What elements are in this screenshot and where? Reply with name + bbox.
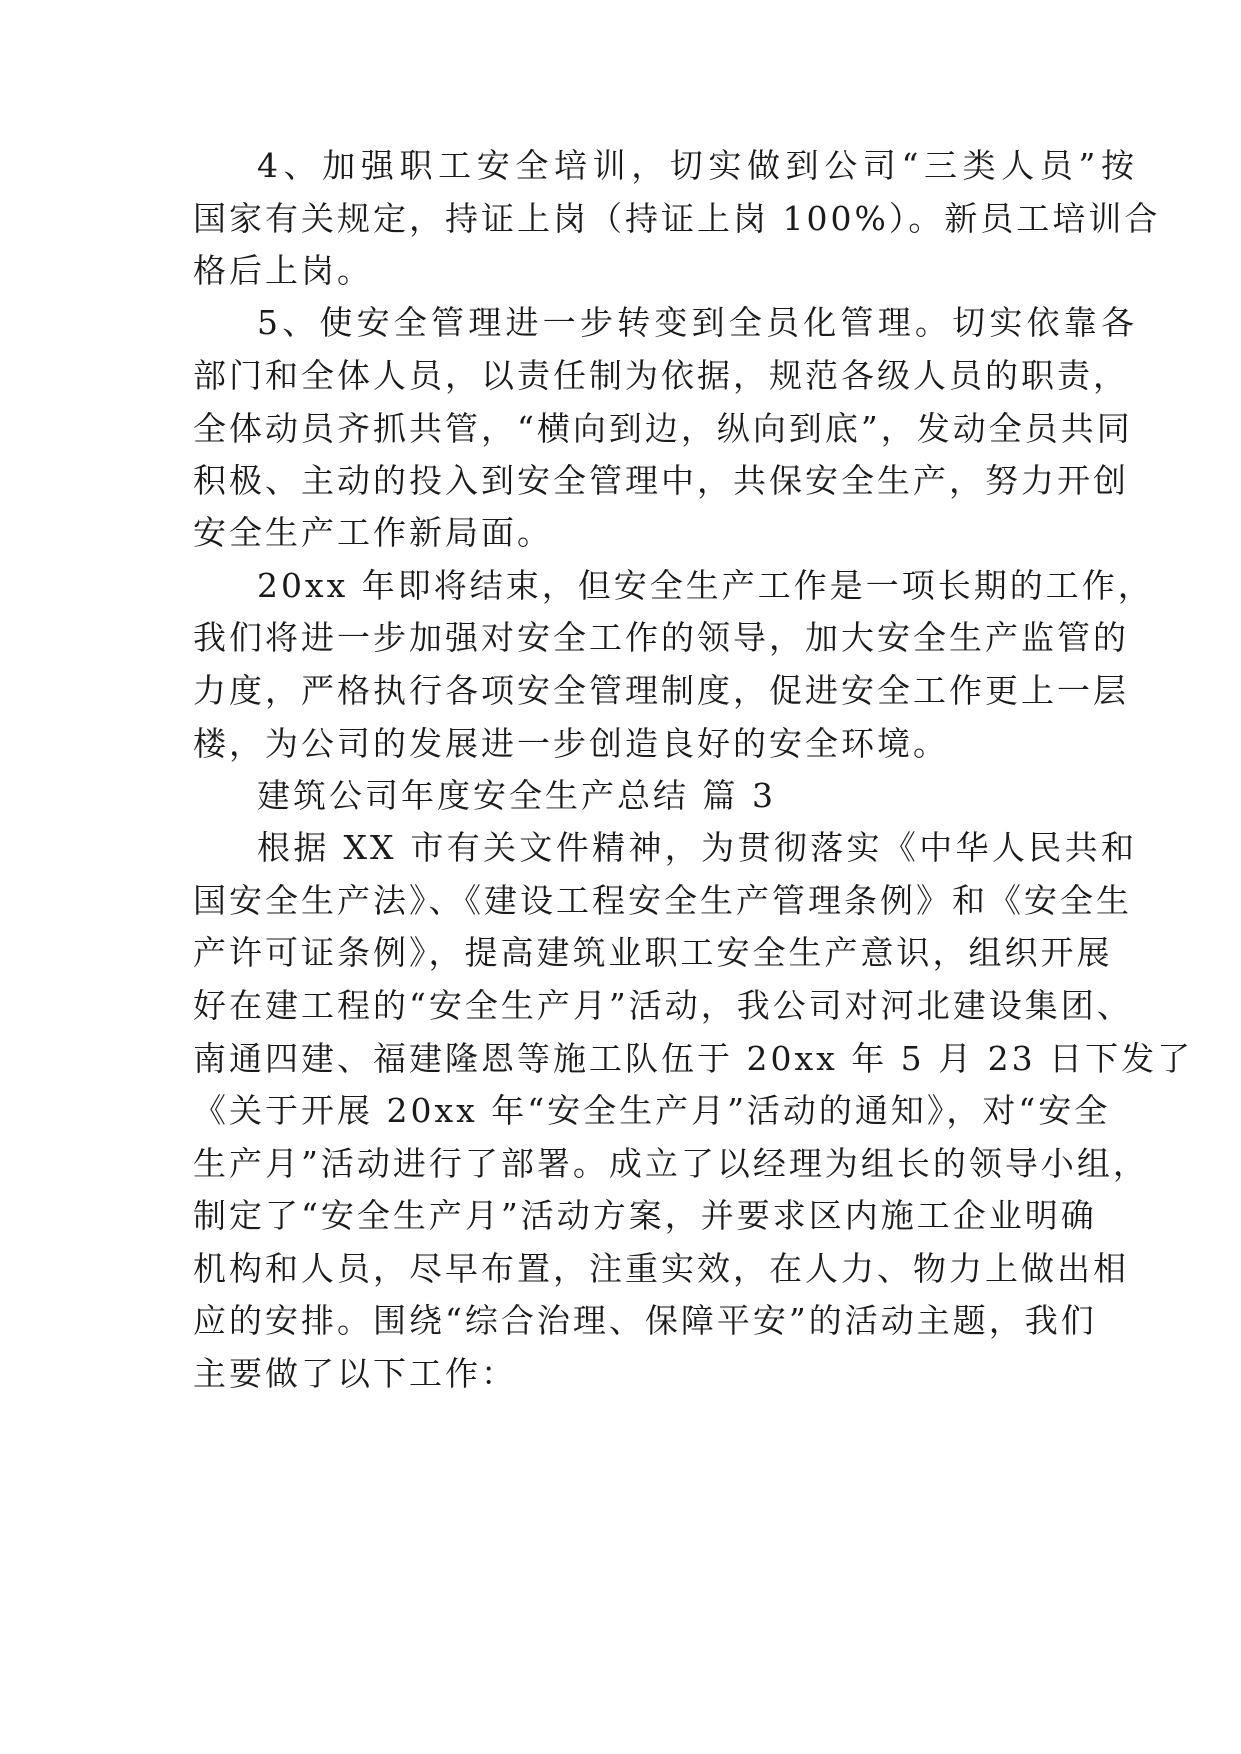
closing-paragraph-line-1: 20xx 年即将结束，但安全生产工作是一项长期的工作， [257,566,1154,605]
section-paragraph-line-8: 制定了“安全生产月”活动方案，并要求区内施工企业明确 [193,1196,1097,1235]
paragraph-5-line-2: 部门和全体人员，以责任制为依据，规范各级人员的职责， [193,356,1129,395]
section-heading: 建筑公司年度安全生产总结 篇 3 [257,776,776,815]
section-paragraph-line-2: 国安全生产法》、《建设工程安全生产管理条例》和《安全生 [193,881,1132,920]
closing-paragraph-line-3: 力度，严格执行各项安全管理制度，促进安全工作更上一层 [193,671,1129,710]
section-paragraph-line-7: 生产月”活动进行了部署。成立了以经理为组长的领导小组， [193,1144,1149,1183]
paragraph-4-line-2: 国家有关规定，持证上岗（持证上岗 100%）。新员工培训合 [193,199,1161,238]
section-paragraph-line-1: 根据 XX 市有关文件精神，为贯彻落实《中华人民共和 [257,828,1137,867]
paragraph-5-line-1: 5、使安全管理进一步转变到全员化管理。切实依靠各 [257,303,1137,342]
section-paragraph-line-9: 机构和人员，尽早布置，注重实效，在人力、物力上做出相 [193,1249,1129,1288]
paragraph-4-line-3: 格后上岗。 [193,251,373,290]
section-paragraph-line-10: 应的安排。围绕“综合治理、保障平安”的活动主题，我们 [193,1301,1097,1340]
section-paragraph-line-5: 南通四建、福建隆恩等施工队伍于 20xx 年 5 月 23 日下发了 [193,1039,1194,1078]
paragraph-4-line-1: 4、加强职工安全培训，切实做到公司“三类人员”按 [257,146,1137,185]
closing-paragraph-line-2: 我们将进一步加强对安全工作的领导，加大安全生产监管的 [193,618,1129,657]
paragraph-5-line-5: 安全生产工作新局面。 [193,513,553,552]
closing-paragraph-line-4: 楼，为公司的发展进一步创造良好的安全环境。 [193,724,949,763]
section-paragraph-line-6: 《关于开展 20xx 年“安全生产月”活动的通知》，对“安全 [193,1091,1111,1130]
section-paragraph-line-11: 主要做了以下工作： [193,1354,517,1393]
paragraph-5-line-4: 积极、主动的投入到安全管理中，共保安全生产，努力开创 [193,461,1129,500]
section-paragraph-line-4: 好在建工程的“安全生产月”活动，我公司对河北建设集团、 [193,986,1133,1025]
paragraph-5-line-3: 全体动员齐抓共管，“横向到边，纵向到底”，发动全员共同 [193,409,1133,448]
section-paragraph-line-3: 产许可证条例》，提高建筑业职工安全生产意识，组织开展 [193,933,1113,972]
